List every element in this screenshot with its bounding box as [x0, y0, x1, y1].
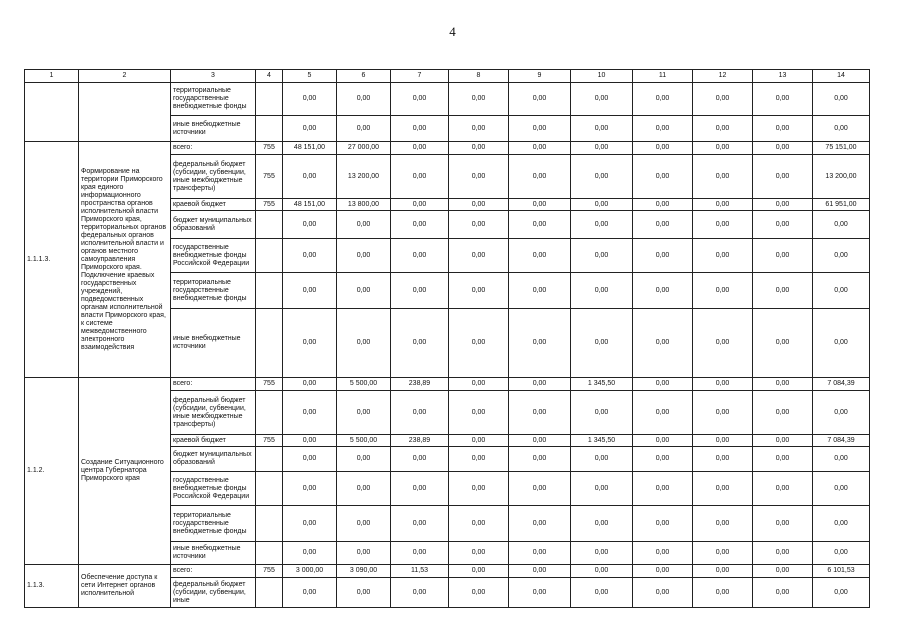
amount-cell: 0,00	[283, 211, 337, 239]
funding-source: государственные внебюджетные фонды Российской Федерации	[171, 472, 256, 506]
amount-cell: 0,00	[283, 447, 337, 472]
amount-cell: 13 200,00	[813, 155, 870, 199]
amount-cell: 0,00	[283, 542, 337, 565]
budget-owner-code: 755	[256, 378, 283, 391]
amount-cell: 0,00	[693, 142, 753, 155]
funding-source: территориальные государственные внебюджетные фонды	[171, 273, 256, 309]
amount-cell: 0,00	[509, 378, 571, 391]
amount-cell: 0,00	[391, 273, 449, 309]
budget-owner-code	[256, 542, 283, 565]
amount-cell: 0,00	[633, 155, 693, 199]
amount-cell: 0,00	[449, 211, 509, 239]
amount-cell: 0,00	[283, 578, 337, 608]
amount-cell: 0,00	[753, 239, 813, 273]
amount-cell: 0,00	[571, 391, 633, 435]
amount-cell: 11,53	[391, 565, 449, 578]
amount-cell: 48 151,00	[283, 142, 337, 155]
amount-cell: 0,00	[509, 273, 571, 309]
budget-owner-code	[256, 83, 283, 116]
column-header: 10	[571, 70, 633, 83]
amount-cell: 5 500,00	[337, 378, 391, 391]
budget-owner-code: 755	[256, 565, 283, 578]
amount-cell: 0,00	[337, 391, 391, 435]
amount-cell: 0,00	[391, 239, 449, 273]
amount-cell: 0,00	[449, 83, 509, 116]
amount-cell: 0,00	[693, 578, 753, 608]
amount-cell: 0,00	[753, 83, 813, 116]
amount-cell: 0,00	[283, 83, 337, 116]
column-header: 6	[337, 70, 391, 83]
amount-cell: 0,00	[509, 309, 571, 378]
budget-owner-code: 755	[256, 435, 283, 447]
column-header: 14	[813, 70, 870, 83]
amount-cell: 0,00	[753, 211, 813, 239]
amount-cell: 0,00	[693, 435, 753, 447]
amount-cell: 0,00	[633, 578, 693, 608]
amount-cell: 0,00	[509, 239, 571, 273]
amount-cell: 0,00	[283, 472, 337, 506]
amount-cell: 0,00	[337, 506, 391, 542]
amount-cell: 0,00	[509, 506, 571, 542]
header-row	[25, 70, 870, 83]
amount-cell: 0,00	[693, 447, 753, 472]
amount-cell: 0,00	[337, 116, 391, 142]
amount-cell: 7 084,39	[813, 435, 870, 447]
amount-cell: 0,00	[633, 447, 693, 472]
amount-cell: 0,00	[753, 142, 813, 155]
amount-cell: 0,00	[571, 83, 633, 116]
column-header: 12	[693, 70, 753, 83]
amount-cell: 5 500,00	[337, 435, 391, 447]
amount-cell: 0,00	[753, 391, 813, 435]
amount-cell: 0,00	[391, 155, 449, 199]
column-header: 8	[449, 70, 509, 83]
funding-source: всего:	[171, 378, 256, 391]
funding-source: федеральный бюджет (субсидии, субвенции, иные	[171, 578, 256, 608]
amount-cell: 0,00	[509, 542, 571, 565]
amount-cell: 0,00	[693, 199, 753, 211]
table-row	[25, 565, 870, 578]
amount-cell: 0,00	[337, 309, 391, 378]
item-code: 1.1.1.3.	[25, 142, 79, 378]
column-header: 11	[633, 70, 693, 83]
amount-cell: 0,00	[283, 506, 337, 542]
amount-cell: 0,00	[283, 378, 337, 391]
amount-cell: 0,00	[509, 199, 571, 211]
amount-cell: 6 101,53	[813, 565, 870, 578]
amount-cell: 0,00	[571, 578, 633, 608]
amount-cell: 27 000,00	[337, 142, 391, 155]
amount-cell: 0,00	[283, 391, 337, 435]
amount-cell: 0,00	[633, 435, 693, 447]
amount-cell: 0,00	[571, 199, 633, 211]
amount-cell: 0,00	[391, 506, 449, 542]
amount-cell: 1 345,50	[571, 435, 633, 447]
budget-owner-code	[256, 506, 283, 542]
amount-cell: 0,00	[753, 116, 813, 142]
amount-cell: 0,00	[509, 142, 571, 155]
column-header: 1	[25, 70, 79, 83]
amount-cell: 0,00	[449, 435, 509, 447]
funding-source: иные внебюджетные источники	[171, 116, 256, 142]
amount-cell: 0,00	[391, 199, 449, 211]
table-row	[25, 83, 870, 116]
amount-cell: 0,00	[509, 116, 571, 142]
budget-owner-code: 755	[256, 142, 283, 155]
item-name: Обеспечение доступа к сети Интернет органов исполнительной	[79, 565, 171, 608]
amount-cell: 75 151,00	[813, 142, 870, 155]
budget-owner-code	[256, 273, 283, 309]
amount-cell: 0,00	[283, 239, 337, 273]
amount-cell: 0,00	[753, 506, 813, 542]
amount-cell: 0,00	[633, 83, 693, 116]
amount-cell: 0,00	[391, 83, 449, 116]
amount-cell: 0,00	[753, 447, 813, 472]
amount-cell: 0,00	[571, 565, 633, 578]
amount-cell: 0,00	[813, 542, 870, 565]
column-header: 4	[256, 70, 283, 83]
table-row	[25, 142, 870, 155]
amount-cell: 0,00	[509, 447, 571, 472]
amount-cell: 0,00	[283, 309, 337, 378]
amount-cell: 0,00	[571, 211, 633, 239]
amount-cell: 61 951,00	[813, 199, 870, 211]
amount-cell: 0,00	[449, 578, 509, 608]
amount-cell: 0,00	[571, 116, 633, 142]
budget-owner-code	[256, 578, 283, 608]
budget-table	[24, 69, 870, 608]
amount-cell: 0,00	[449, 199, 509, 211]
amount-cell: 0,00	[813, 578, 870, 608]
amount-cell: 0,00	[693, 506, 753, 542]
amount-cell: 0,00	[693, 239, 753, 273]
column-header: 2	[79, 70, 171, 83]
amount-cell: 0,00	[449, 273, 509, 309]
amount-cell: 0,00	[633, 116, 693, 142]
funding-source: иные внебюджетные источники	[171, 309, 256, 378]
amount-cell: 0,00	[391, 578, 449, 608]
amount-cell: 238,89	[391, 378, 449, 391]
amount-cell: 0,00	[571, 447, 633, 472]
amount-cell: 0,00	[449, 155, 509, 199]
amount-cell: 0,00	[813, 211, 870, 239]
amount-cell: 0,00	[753, 542, 813, 565]
amount-cell: 0,00	[449, 378, 509, 391]
amount-cell: 0,00	[391, 142, 449, 155]
funding-source: государственные внебюджетные фонды Российской Федерации	[171, 239, 256, 273]
funding-source: всего:	[171, 142, 256, 155]
amount-cell: 0,00	[391, 211, 449, 239]
amount-cell: 0,00	[633, 542, 693, 565]
amount-cell: 0,00	[633, 273, 693, 309]
amount-cell: 0,00	[693, 391, 753, 435]
amount-cell: 0,00	[449, 391, 509, 435]
amount-cell: 0,00	[449, 565, 509, 578]
amount-cell: 3 090,00	[337, 565, 391, 578]
amount-cell: 0,00	[633, 565, 693, 578]
amount-cell: 0,00	[813, 472, 870, 506]
table-row	[25, 378, 870, 391]
amount-cell: 0,00	[693, 155, 753, 199]
amount-cell: 48 151,00	[283, 199, 337, 211]
amount-cell: 0,00	[693, 309, 753, 378]
column-header: 3	[171, 70, 256, 83]
amount-cell: 0,00	[449, 116, 509, 142]
amount-cell: 0,00	[337, 447, 391, 472]
column-header: 13	[753, 70, 813, 83]
amount-cell: 0,00	[813, 239, 870, 273]
column-header: 7	[391, 70, 449, 83]
amount-cell: 0,00	[753, 155, 813, 199]
amount-cell: 0,00	[571, 142, 633, 155]
amount-cell: 0,00	[337, 83, 391, 116]
funding-source: федеральный бюджет (субсидии, субвенции, иные межбюджетные трансферты)	[171, 155, 256, 199]
funding-source: всего:	[171, 565, 256, 578]
amount-cell: 0,00	[283, 435, 337, 447]
budget-owner-code	[256, 309, 283, 378]
amount-cell: 13 800,00	[337, 199, 391, 211]
amount-cell: 0,00	[337, 211, 391, 239]
amount-cell: 0,00	[337, 239, 391, 273]
funding-source: федеральный бюджет (субсидии, субвенции, иные межбюджетные трансферты)	[171, 391, 256, 435]
amount-cell: 1 345,50	[571, 378, 633, 391]
amount-cell: 0,00	[337, 542, 391, 565]
amount-cell: 0,00	[813, 116, 870, 142]
amount-cell: 0,00	[633, 391, 693, 435]
amount-cell: 0,00	[693, 211, 753, 239]
amount-cell: 0,00	[509, 83, 571, 116]
item-code	[25, 83, 79, 142]
funding-source: краевой бюджет	[171, 199, 256, 211]
budget-owner-code	[256, 211, 283, 239]
amount-cell: 0,00	[391, 116, 449, 142]
amount-cell: 0,00	[391, 542, 449, 565]
amount-cell: 0,00	[283, 116, 337, 142]
amount-cell: 0,00	[753, 273, 813, 309]
amount-cell: 0,00	[693, 542, 753, 565]
amount-cell: 0,00	[283, 273, 337, 309]
amount-cell: 13 200,00	[337, 155, 391, 199]
amount-cell: 3 000,00	[283, 565, 337, 578]
amount-cell: 0,00	[337, 472, 391, 506]
budget-owner-code	[256, 239, 283, 273]
item-name	[79, 83, 171, 142]
funding-source: бюджет муниципальных образований	[171, 211, 256, 239]
funding-source: иные внебюджетные источники	[171, 542, 256, 565]
amount-cell: 0,00	[449, 447, 509, 472]
amount-cell: 0,00	[509, 565, 571, 578]
amount-cell: 0,00	[571, 155, 633, 199]
item-code: 1.1.3.	[25, 565, 79, 608]
amount-cell: 0,00	[813, 273, 870, 309]
budget-owner-code: 755	[256, 199, 283, 211]
amount-cell: 0,00	[391, 447, 449, 472]
column-header: 5	[283, 70, 337, 83]
amount-cell: 0,00	[693, 83, 753, 116]
column-header: 9	[509, 70, 571, 83]
funding-source: территориальные государственные внебюджетные фонды	[171, 506, 256, 542]
amount-cell: 0,00	[391, 391, 449, 435]
amount-cell: 0,00	[509, 578, 571, 608]
amount-cell: 0,00	[813, 506, 870, 542]
amount-cell: 0,00	[633, 309, 693, 378]
amount-cell: 0,00	[693, 565, 753, 578]
amount-cell: 0,00	[571, 506, 633, 542]
item-name: Создание Ситуационного центра Губернатора Приморского края	[79, 378, 171, 565]
budget-owner-code	[256, 391, 283, 435]
amount-cell: 0,00	[633, 239, 693, 273]
amount-cell: 0,00	[449, 542, 509, 565]
budget-owner-code	[256, 472, 283, 506]
amount-cell: 0,00	[633, 211, 693, 239]
amount-cell: 0,00	[753, 378, 813, 391]
amount-cell: 0,00	[813, 391, 870, 435]
amount-cell: 0,00	[633, 378, 693, 391]
amount-cell: 0,00	[633, 199, 693, 211]
amount-cell: 0,00	[283, 155, 337, 199]
budget-owner-code	[256, 447, 283, 472]
amount-cell: 0,00	[753, 565, 813, 578]
amount-cell: 0,00	[337, 578, 391, 608]
amount-cell: 0,00	[449, 239, 509, 273]
amount-cell: 0,00	[813, 309, 870, 378]
item-name: Формирование на территории Приморского края единого информационного пространства органов исполнительной власти Приморского края, территориальных органов федеральных органов исполнительной власти и органов местного самоуправления Приморского края. Подключение краевых государственных учреждений, подведомственных органам исполнительной власти Приморского края, к системе межведомственного электронного взаимодействия	[79, 142, 171, 378]
amount-cell: 7 084,39	[813, 378, 870, 391]
amount-cell: 0,00	[753, 472, 813, 506]
amount-cell: 0,00	[753, 578, 813, 608]
amount-cell: 0,00	[391, 472, 449, 506]
amount-cell: 0,00	[571, 472, 633, 506]
amount-cell: 0,00	[813, 447, 870, 472]
amount-cell: 0,00	[449, 309, 509, 378]
amount-cell: 0,00	[693, 378, 753, 391]
amount-cell: 0,00	[633, 142, 693, 155]
amount-cell: 0,00	[509, 211, 571, 239]
budget-owner-code	[256, 116, 283, 142]
amount-cell: 0,00	[693, 273, 753, 309]
amount-cell: 0,00	[509, 391, 571, 435]
amount-cell: 0,00	[509, 435, 571, 447]
amount-cell: 0,00	[571, 542, 633, 565]
amount-cell: 0,00	[813, 83, 870, 116]
funding-source: территориальные государственные внебюджетные фонды	[171, 83, 256, 116]
funding-source: бюджет муниципальных образований	[171, 447, 256, 472]
budget-owner-code: 755	[256, 155, 283, 199]
amount-cell: 0,00	[337, 273, 391, 309]
amount-cell: 238,89	[391, 435, 449, 447]
amount-cell: 0,00	[509, 155, 571, 199]
amount-cell: 0,00	[571, 273, 633, 309]
amount-cell: 0,00	[391, 309, 449, 378]
amount-cell: 0,00	[693, 116, 753, 142]
amount-cell: 0,00	[571, 309, 633, 378]
amount-cell: 0,00	[633, 472, 693, 506]
amount-cell: 0,00	[449, 506, 509, 542]
page-number: 4	[449, 24, 456, 39]
funding-source: краевой бюджет	[171, 435, 256, 447]
item-code: 1.1.2.	[25, 378, 79, 565]
amount-cell: 0,00	[633, 506, 693, 542]
amount-cell: 0,00	[449, 142, 509, 155]
amount-cell: 0,00	[509, 472, 571, 506]
amount-cell: 0,00	[693, 472, 753, 506]
amount-cell: 0,00	[449, 472, 509, 506]
amount-cell: 0,00	[753, 435, 813, 447]
amount-cell: 0,00	[753, 309, 813, 378]
amount-cell: 0,00	[753, 199, 813, 211]
amount-cell: 0,00	[571, 239, 633, 273]
